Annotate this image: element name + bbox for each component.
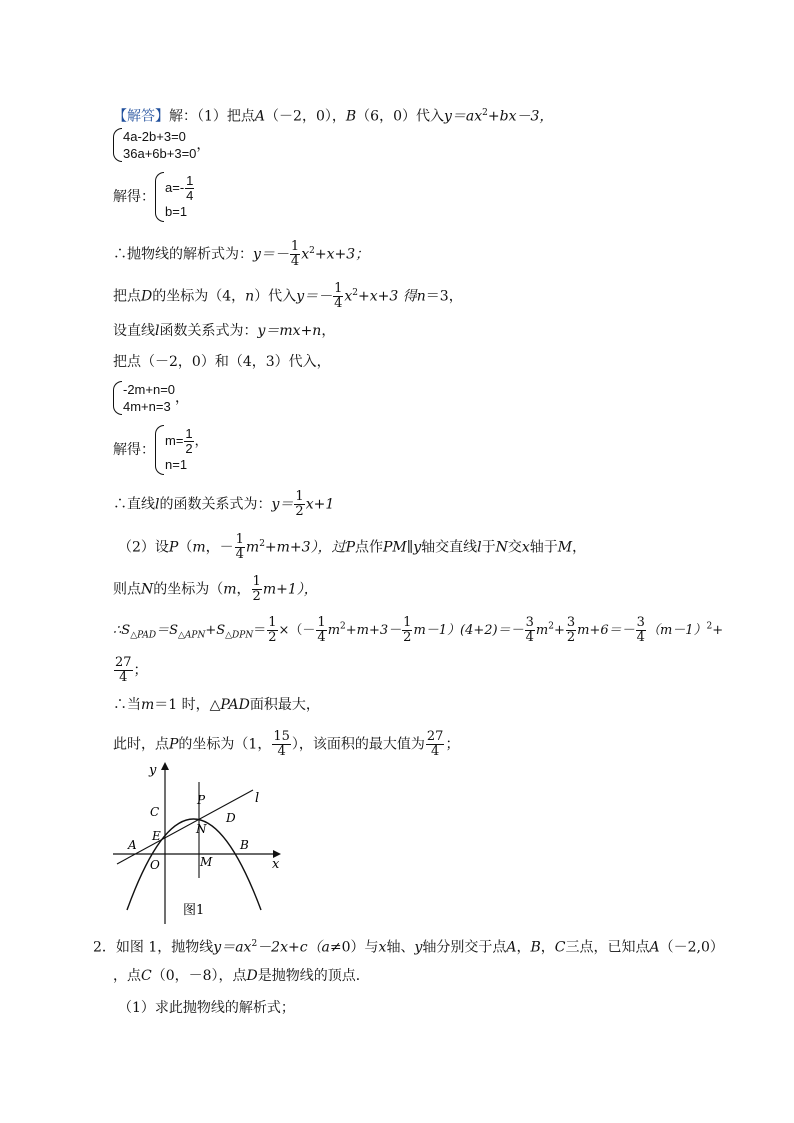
- label-a: A: [128, 838, 137, 852]
- label-e: E: [152, 829, 161, 843]
- question-2-line-2: ，点C（0，－8），点D是抛物线的顶点．: [113, 968, 370, 984]
- answer-line-1: 【解答】解：（1）把点A（－2，0），B（6，0）代入$y=ax^2+bx-3$，: [113, 108, 554, 125]
- label-m: M: [200, 855, 213, 869]
- label-o: O: [150, 858, 160, 872]
- label-p: P: [197, 793, 206, 807]
- question-2-part-1: （1）求此抛物线的解析式；: [118, 1000, 295, 1016]
- label-y: y: [149, 763, 157, 778]
- solution-1: 解得： a=- $\frac{1}{4}$ b=1: [113, 172, 195, 222]
- set-line-l: 设直线l函数关系式为：y＝mx+n，: [113, 323, 336, 339]
- point-d-line: 把点D的坐标为（4，n）代入y＝－ $\frac{1}{4}$ $x^2+x+3$ 得n＝3，: [113, 281, 463, 311]
- question-2-line-1: 2．如图 1，抛物线$y=ax^2-2x+c(a\ne 0)$与x轴、y轴分别交于点A，B，C三点，已知点A（－2,0）: [93, 939, 724, 956]
- max-result: 此时，点P的坐标为（1， $\frac{15}{4}$ ），该面积的最大值为 $\frac{27}{4}$ ；: [113, 729, 460, 759]
- figure-caption: 图1: [183, 903, 205, 918]
- line-l: [117, 790, 253, 864]
- label-d: D: [226, 811, 236, 825]
- label-l: l: [255, 791, 260, 806]
- solution-2: 解得： m= $\frac{1}{2}$ ， n=1: [113, 425, 208, 475]
- parabola-curve: [127, 819, 261, 910]
- equation-system-2: -2m+n=0 4m+n=3 ，: [113, 381, 189, 415]
- part-2-setup: （2）设P（m，－ $\frac{1}{4}$ $m^2+m+3$），过P点作PM∥y轴交直线l于N交x轴于M，: [118, 532, 587, 562]
- label-b: B: [240, 838, 249, 852]
- label-c: C: [150, 805, 160, 819]
- max-when: ∴当m＝1 时，△PAD面积最大，: [113, 697, 320, 713]
- y-axis-arrow: [161, 762, 169, 770]
- figure-1: [105, 758, 290, 930]
- parabola-expression: ∴抛物线的解析式为：y＝－ $\frac{1}{4}$ $x^2+x+3$；: [113, 239, 370, 269]
- area-expression: $\therefore S_{\triangle PAD}=S_{\triangle APN}+S_{\triangle DPN}=$ $\frac{1}{2}$ ×（－ $\frac{1}{4}$ $m^2+m+3-$ $\frac{1}{2}$ m－1）(4+2)＝－ $\frac{3}{4}$ $m^2+$ $\frac{3}{2}$ m+6＝－ $\frac{3}{4}$ $(m-1)^2+$: [113, 615, 724, 645]
- area-continued: $\frac{27}{4}$ ；: [115, 655, 148, 685]
- n-coordinate: 则点N的坐标为（m， $\frac{1}{2}$ m+1），: [113, 574, 318, 604]
- label-x: x: [272, 857, 280, 872]
- equation-system-1: 4a-2b+3=0 36a+6b+3=0 ，: [113, 128, 210, 162]
- line-l-function: ∴直线l的函数关系式为：y＝ $\frac{1}{2}$ x+1: [113, 489, 335, 519]
- substitute-points: 把点（－2，0）和（4，3）代入，: [113, 354, 331, 370]
- label-n: N: [196, 822, 207, 836]
- answer-label: 【解答】: [113, 108, 169, 125]
